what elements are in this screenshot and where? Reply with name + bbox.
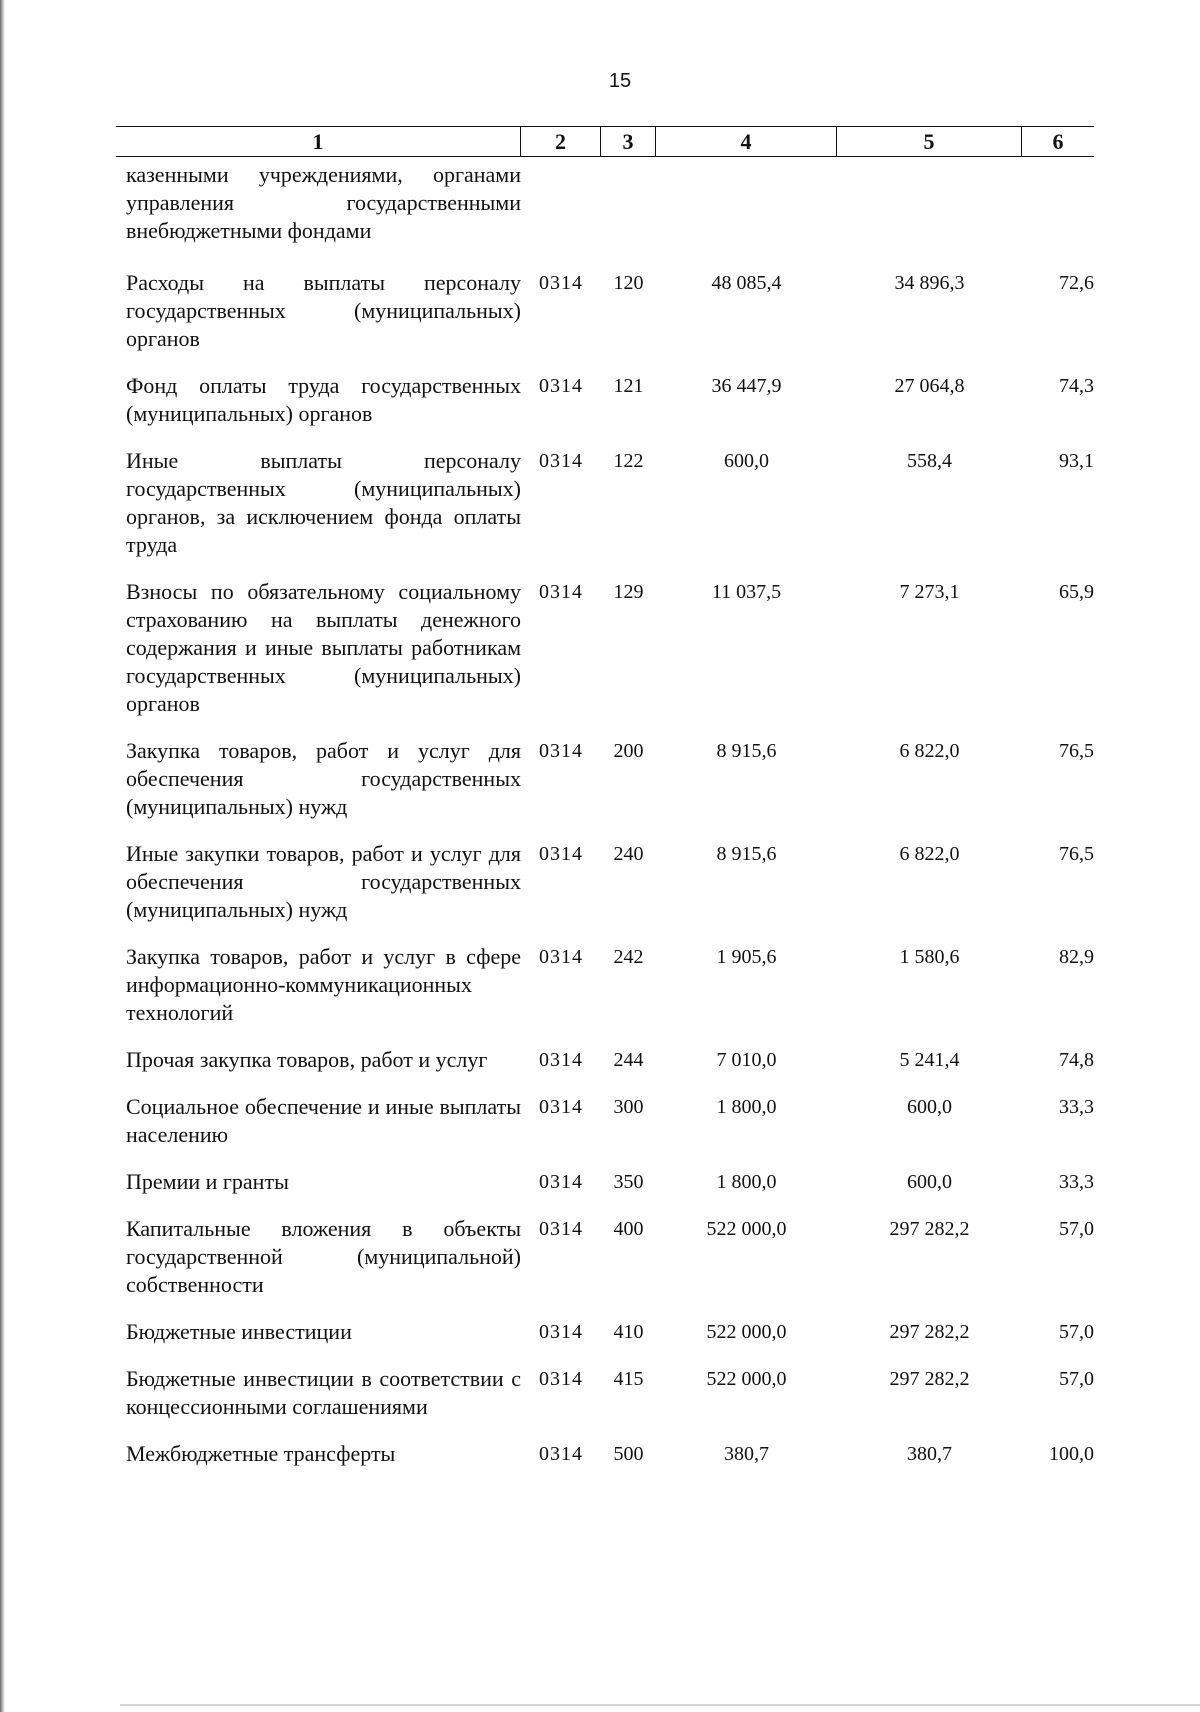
row-description: Фонд оплаты труда государственных (муниципальных) органов	[126, 373, 521, 426]
row-description: Закупка товаров, работ и услуг для обеспечения государственных (муниципальных) нужд	[126, 738, 521, 819]
budget-table	[116, 126, 1094, 1468]
table-row	[116, 1168, 1094, 1196]
row-col-5: 5 241,4	[899, 1049, 960, 1071]
row-expense-type: 240	[613, 843, 644, 865]
row-col-6: 65,9	[1059, 581, 1094, 603]
row-col-4: 1 800,0	[716, 1171, 777, 1193]
row-col-5: 1 580,6	[899, 946, 960, 968]
scan-bottom-edge	[120, 1704, 1200, 1706]
row-expense-type: 400	[613, 1218, 644, 1240]
row-col-6: 57,0	[1059, 1321, 1094, 1343]
row-col-6: 74,8	[1059, 1049, 1094, 1071]
row-expense-type: 120	[613, 272, 644, 294]
row-col-6: 76,5	[1059, 740, 1094, 762]
row-description: Прочая закупка товаров, работ и услуг	[126, 1047, 488, 1072]
row-col-5: 380,7	[907, 1443, 952, 1465]
row-description: Премии и гранты	[126, 1169, 289, 1194]
header-col-6: 6	[1052, 129, 1064, 154]
row-col-5: 27 064,8	[894, 375, 965, 397]
row-col-5: 600,0	[907, 1096, 952, 1118]
row-col-4: 522 000,0	[706, 1321, 787, 1343]
row-section-code: 0314	[539, 1049, 583, 1071]
row-col-4: 7 010,0	[716, 1049, 777, 1071]
row-expense-type: 122	[613, 450, 644, 472]
row-section-code: 0314	[539, 450, 583, 472]
table-row	[116, 372, 1094, 428]
page-number: 15	[608, 70, 632, 92]
row-col-5: 6 822,0	[899, 740, 960, 762]
scan-left-edge	[0, 0, 5, 1712]
row-col-5: 6 822,0	[899, 843, 960, 865]
row-section-code: 0314	[539, 581, 583, 603]
row-col-5: 297 282,2	[889, 1321, 970, 1343]
row-col-5: 297 282,2	[889, 1368, 970, 1390]
row-section-code: 0314	[539, 1368, 583, 1390]
row-col-6: 57,0	[1059, 1218, 1094, 1240]
header-col-3: 3	[601, 127, 656, 156]
header-col-2: 2	[521, 127, 601, 156]
row-col-4: 8 915,6	[716, 843, 777, 865]
row-description: Расходы на выплаты персоналу государственных (муниципальных) органов	[126, 270, 521, 351]
row-description: Закупка товаров, работ и услуг в сфере информационно-коммуникационных технологий	[126, 944, 521, 1025]
row-col-4: 522 000,0	[706, 1218, 787, 1240]
row-expense-type: 300	[613, 1096, 644, 1118]
row-description: Бюджетные инвестиции в соответствии с концессионными соглашениями	[126, 1366, 521, 1419]
table-row	[116, 1318, 1094, 1346]
row-expense-type: 200	[613, 740, 644, 762]
row-col-5: 558,4	[907, 450, 952, 472]
row-description: Социальное обеспечение и иные выплаты населению	[126, 1094, 521, 1147]
row-col-5: 297 282,2	[889, 1218, 970, 1240]
row-expense-type: 500	[613, 1443, 644, 1465]
row-description: Иные закупки товаров, работ и услуг для обеспечения государственных (муниципальных) нужд	[126, 841, 521, 922]
row-col-4: 48 085,4	[711, 272, 782, 294]
row-expense-type: 410	[613, 1321, 644, 1343]
row-section-code: 0314	[539, 1171, 583, 1193]
row-col-4: 1 905,6	[716, 946, 777, 968]
table-row	[116, 447, 1094, 559]
table-row	[116, 1440, 1094, 1468]
row-description: Взносы по обязательному социальному страхованию на выплаты денежного содержания и иные выплаты работникам государственных (муниципальных) органов	[126, 579, 521, 716]
row-description: казенными учреждениями, органами управления государственными внебюджетными фондами	[126, 162, 521, 243]
row-col-4: 11 037,5	[711, 581, 782, 603]
row-description: Бюджетные инвестиции	[126, 1319, 352, 1344]
row-expense-type: 121	[613, 375, 644, 397]
row-col-4: 380,7	[724, 1443, 769, 1465]
row-col-5: 600,0	[907, 1171, 952, 1193]
row-expense-type: 242	[613, 946, 644, 968]
table-row-continuation	[116, 161, 1094, 245]
row-col-6: 33,3	[1059, 1096, 1094, 1118]
row-col-4: 8 915,6	[716, 740, 777, 762]
row-expense-type: 350	[613, 1171, 644, 1193]
table-row	[116, 1365, 1094, 1421]
row-col-4: 1 800,0	[716, 1096, 777, 1118]
row-description: Иные выплаты персоналу государственных (муниципальных) органов, за исключением фонда оплаты труда	[126, 448, 521, 557]
table-row	[116, 1093, 1094, 1149]
header-col-4: 4	[656, 127, 837, 156]
row-col-6: 93,1	[1059, 450, 1094, 472]
row-col-6: 100,0	[1049, 1443, 1094, 1465]
table-row	[116, 737, 1094, 821]
row-section-code: 0314	[539, 1096, 583, 1118]
row-expense-type: 244	[613, 1049, 644, 1071]
row-section-code: 0314	[539, 272, 583, 294]
header-col-5: 5	[837, 127, 1022, 156]
row-col-6: 82,9	[1059, 946, 1094, 968]
header-col-1: 1	[116, 127, 521, 156]
row-description: Капитальные вложения в объекты государственной (муниципальной) собственности	[126, 1216, 521, 1297]
table-header	[116, 126, 1094, 157]
row-col-6: 76,5	[1059, 843, 1094, 865]
table-row	[116, 1215, 1094, 1299]
table-row	[116, 943, 1094, 1027]
row-col-4: 36 447,9	[711, 375, 782, 397]
table-row	[116, 578, 1094, 718]
row-col-6: 57,0	[1059, 1368, 1094, 1390]
row-section-code: 0314	[539, 1218, 583, 1240]
row-expense-type: 129	[613, 581, 644, 603]
row-section-code: 0314	[539, 375, 583, 397]
row-col-5: 34 896,3	[894, 272, 965, 294]
table-row	[116, 269, 1094, 353]
row-section-code: 0314	[539, 740, 583, 762]
row-description: Межбюджетные трансферты	[126, 1441, 396, 1466]
row-col-6: 72,6	[1059, 272, 1094, 294]
row-col-4: 522 000,0	[706, 1368, 787, 1390]
row-section-code: 0314	[539, 1443, 583, 1465]
row-col-6: 74,3	[1059, 375, 1094, 397]
table-row	[116, 1046, 1094, 1074]
row-section-code: 0314	[539, 1321, 583, 1343]
row-section-code: 0314	[539, 843, 583, 865]
row-col-5: 7 273,1	[899, 581, 960, 603]
row-col-4: 600,0	[724, 450, 769, 472]
row-col-6: 33,3	[1059, 1171, 1094, 1193]
table-row	[116, 840, 1094, 924]
row-expense-type: 415	[613, 1368, 644, 1390]
row-section-code: 0314	[539, 946, 583, 968]
